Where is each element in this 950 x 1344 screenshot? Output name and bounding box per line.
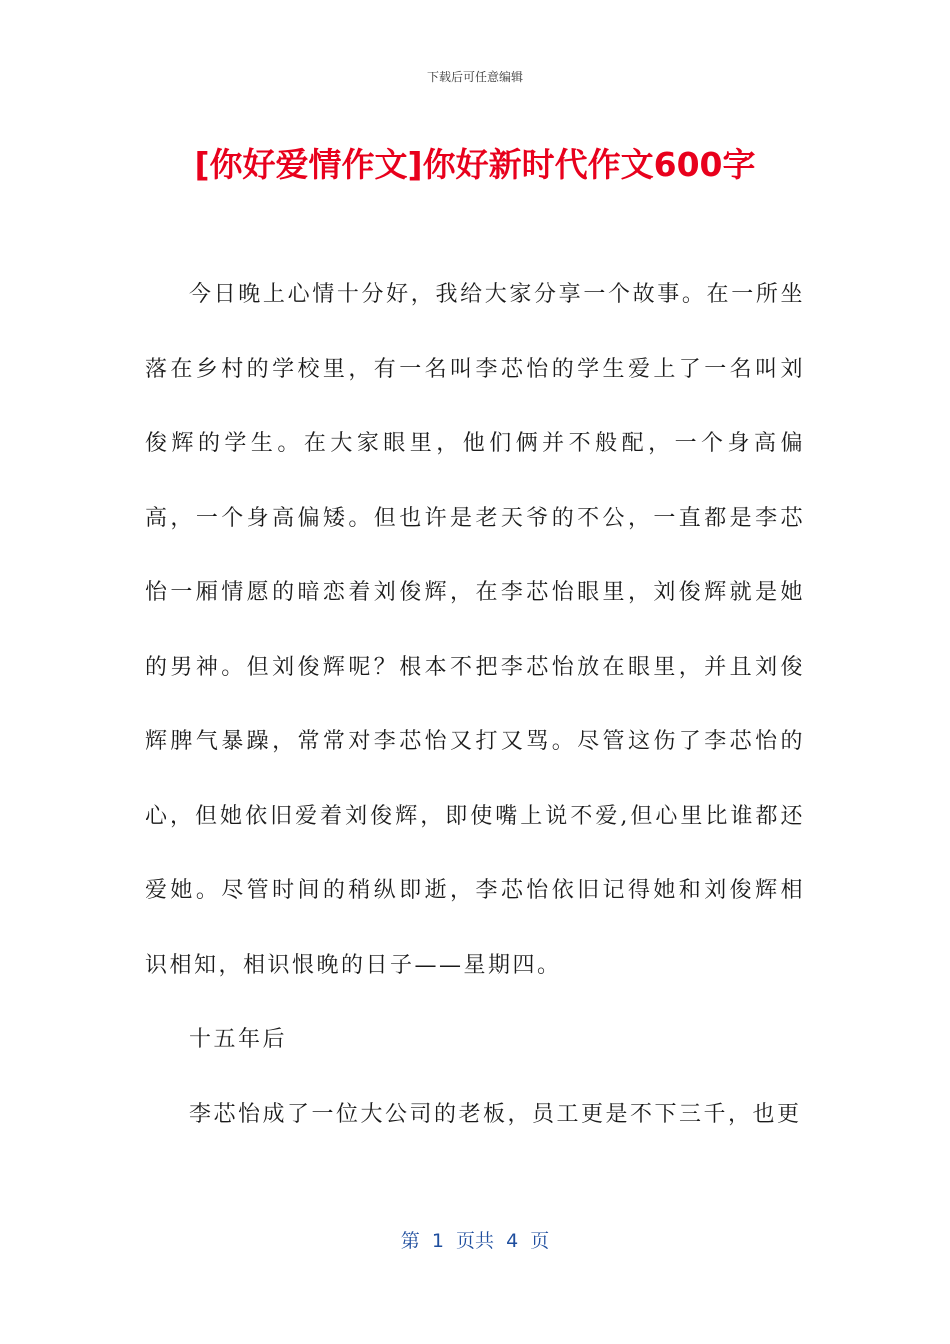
header-note: 下载后可任意编辑 <box>426 70 523 84</box>
paragraph-2: 十五年后 <box>189 1027 288 1052</box>
paragraph-3: 李芯怡成了一位大公司的老板，员工更是不下三千，也更 <box>189 1101 802 1127</box>
document-title: [你好爱情作文]你好新时代作文600字 <box>194 145 756 184</box>
paragraph-1: 今日晚上心情十分好，我给大家分享一个故事。在一所坐落在乡村的学校里，有一名叫李芯怡的学生爱上了一名叫刘俊辉的学生。在大家眼里，他们俩并不般配，一个身高偏高，一个身高偏矮。但也许是老天爷的不公，一直都是李芯怡一厢情愿的暗恋着刘俊辉，在李芯怡眼里，刘俊辉就是她的男神。但刘俊辉呢？根本不把李芯怡放在眼里，并且刘俊辉脾气暴躁，常常对李芯怡又打又骂。尽管这伤了李芯怡的心，但她依旧爱着刘俊辉，即使嘴上说不爱,但心里比谁都还爱她。尽管时间的稍纵即逝，李芯怡依旧记得她和刘俊辉相识相知，相识恨晚的日子——星期四。 <box>145 282 805 978</box>
page-footer-pagination: 第 1 页共 4 页 <box>400 1230 550 1252</box>
document-body <box>145 258 805 1152</box>
